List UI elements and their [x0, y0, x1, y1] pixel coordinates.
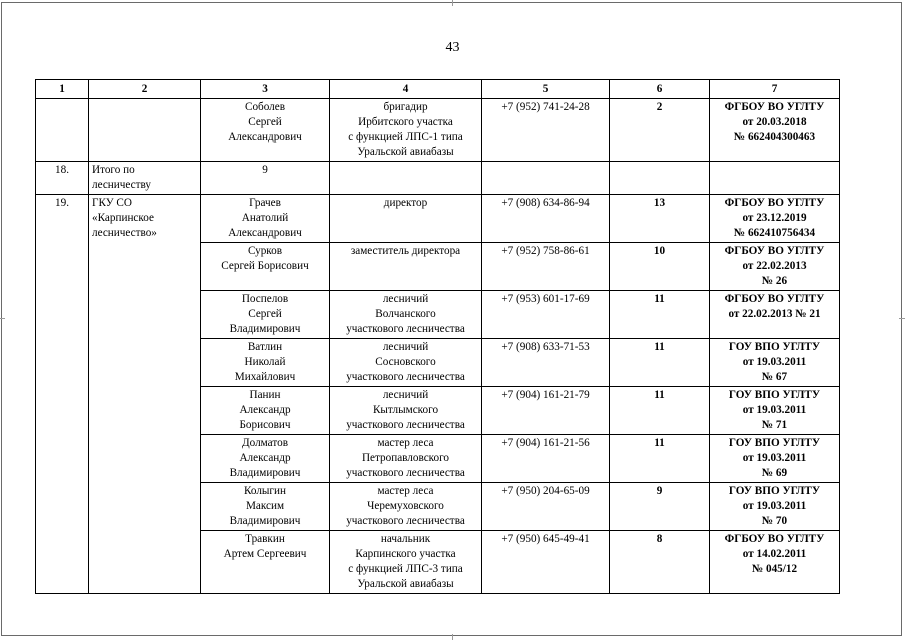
employee-name-cell-line: 9 [262, 164, 268, 176]
employee-name-cell-line: Александр [239, 404, 291, 416]
organization-cell-line: лесничеству [92, 179, 151, 191]
employee-name-cell-line: Колыгин [243, 485, 286, 497]
row-number-cell: 18. [36, 162, 89, 195]
position-cell-line: мастер леса [377, 485, 434, 497]
column-header: 2 [89, 80, 201, 99]
certificate-cell-line: от 19.03.2011 [742, 500, 807, 512]
position-cell-line: лесничий [382, 389, 429, 401]
phone-cell: +7 (950) 204-65-09 [482, 483, 610, 531]
employee-name-cell-line: Ватлин [247, 341, 283, 353]
training-count-cell: 9 [610, 483, 710, 531]
employee-name-cell-line: Поспелов [241, 293, 289, 305]
position-cell [330, 243, 482, 291]
personnel-table [35, 79, 840, 594]
employee-name-cell [201, 435, 330, 483]
employee-name-cell-line: Борисович [239, 419, 291, 431]
certificate-cell [710, 291, 840, 339]
position-cell-line: участкового лесничества [346, 515, 465, 527]
training-count-cell: 11 [610, 387, 710, 435]
certificate-cell [710, 99, 840, 162]
table-row [36, 162, 840, 195]
position-cell-line: участкового лесничества [346, 419, 465, 431]
position-cell-line: участкового лесничества [346, 323, 465, 335]
position-cell-line: с функцией ЛПС-1 типа [348, 131, 463, 143]
employee-name-cell-line: Сергей Борисович [221, 260, 309, 272]
certificate-cell-line: ФГБОУ ВО УГЛТУ [724, 293, 825, 305]
employee-name-cell-line: Долматов [242, 437, 288, 449]
employee-name-cell-line: Александр [239, 452, 291, 464]
certificate-cell-line: от 22.02.2013 № 21 [728, 308, 821, 320]
employee-name-cell [201, 99, 330, 162]
position-cell-line: Кытлымского [372, 404, 439, 416]
corner-tick [452, 634, 453, 640]
employee-name-cell [201, 195, 330, 243]
certificate-cell-line: от 22.02.2013 [742, 260, 807, 272]
certificate-cell-line: ФГБОУ ВО УГЛТУ [724, 101, 825, 113]
certificate-cell [710, 195, 840, 243]
employee-name-cell [201, 291, 330, 339]
certificate-cell [710, 531, 840, 594]
organization-cell [89, 99, 201, 162]
position-cell-line: Уральской авиабазы [357, 146, 454, 158]
position-cell-line: Сосновского [375, 356, 436, 368]
position-cell-line: лесничий [382, 341, 429, 353]
column-header: 7 [710, 80, 840, 99]
certificate-cell-line: ГОУ ВПО УГЛТУ [728, 437, 821, 449]
employee-name-cell-line: Грачев [249, 197, 281, 209]
employee-name-cell-line: Сергей [248, 308, 282, 320]
column-header: 1 [36, 80, 89, 99]
phone-cell: +7 (950) 645-49-41 [482, 531, 610, 594]
position-cell-line: мастер леса [377, 437, 434, 449]
training-count-cell: 10 [610, 243, 710, 291]
organization-cell-line: Итого по [92, 164, 135, 176]
employee-name-cell-line: Панин [249, 389, 281, 401]
training-count-cell: 2 [610, 99, 710, 162]
certificate-cell [710, 339, 840, 387]
phone-cell: +7 (908) 634-86-94 [482, 195, 610, 243]
position-cell [330, 291, 482, 339]
certificate-cell-line: № 26 [761, 275, 788, 287]
certificate-cell-line: № 662410756434 [733, 227, 816, 239]
corner-tick [899, 318, 905, 319]
employee-name-cell [201, 339, 330, 387]
position-cell-line: Карпинского участка [355, 548, 456, 560]
position-cell-line: директор [383, 197, 428, 209]
certificate-cell [710, 162, 840, 195]
table-body [36, 99, 840, 594]
organization-cell-line: лесничество» [92, 227, 157, 239]
phone-cell: +7 (953) 601-17-69 [482, 291, 610, 339]
page-number: 43 [445, 40, 460, 55]
training-count-cell: 8 [610, 531, 710, 594]
phone-cell: +7 (904) 161-21-56 [482, 435, 610, 483]
position-cell-line: бригадир [383, 101, 428, 113]
organization-cell-line: «Карпинское [92, 212, 154, 224]
position-cell-line: начальник [380, 533, 431, 545]
position-cell-line: Уральской авиабазы [357, 578, 454, 590]
position-cell-line: участкового лесничества [346, 371, 465, 383]
row-number-cell: 19. [36, 195, 89, 594]
phone-cell: +7 (952) 741-24-28 [482, 99, 610, 162]
position-cell [330, 483, 482, 531]
table-row [36, 99, 840, 162]
corner-tick [452, 0, 453, 6]
employee-name-cell [201, 387, 330, 435]
employee-name-cell [201, 531, 330, 594]
certificate-cell-line: № 662404300463 [733, 131, 816, 143]
certificate-cell [710, 387, 840, 435]
certificate-cell-line: от 14.02.2011 [742, 548, 807, 560]
position-cell-line: участкового лесничества [346, 467, 465, 479]
phone-cell: +7 (908) 633-71-53 [482, 339, 610, 387]
position-cell [330, 435, 482, 483]
position-cell [330, 339, 482, 387]
employee-name-cell [201, 243, 330, 291]
certificate-cell-line: ФГБОУ ВО УГЛТУ [724, 197, 825, 209]
row-number-cell [36, 99, 89, 162]
table-row [36, 195, 840, 243]
employee-name-cell-line: Владимирович [229, 515, 301, 527]
phone-cell: +7 (952) 758-86-61 [482, 243, 610, 291]
certificate-cell [710, 483, 840, 531]
certificate-cell-line: ФГБОУ ВО УГЛТУ [724, 533, 825, 545]
training-count-cell: 11 [610, 339, 710, 387]
employee-name-cell-line: Николай [244, 356, 286, 368]
position-cell [330, 99, 482, 162]
table-header-row [36, 80, 840, 99]
employee-name-cell-line: Анатолий [241, 212, 289, 224]
training-count-cell: 13 [610, 195, 710, 243]
position-cell-line: Волчанского [375, 308, 436, 320]
column-header: 6 [610, 80, 710, 99]
organization-cell [89, 195, 201, 594]
column-header: 5 [482, 80, 610, 99]
position-cell [330, 531, 482, 594]
position-cell-line: с функцией ЛПС-3 типа [348, 563, 463, 575]
employee-name-cell-line: Владимирович [229, 467, 301, 479]
certificate-cell-line: ГОУ ВПО УГЛТУ [728, 341, 821, 353]
column-header: 4 [330, 80, 482, 99]
employee-name-cell-line: Александрович [228, 227, 302, 239]
employee-name-cell-line: Михайлович [234, 371, 296, 383]
certificate-cell-line: от 19.03.2011 [742, 452, 807, 464]
certificate-cell [710, 243, 840, 291]
employee-name-cell-line: Максим [245, 500, 285, 512]
employee-name-cell-line: Травкин [245, 533, 285, 545]
certificate-cell-line: ГОУ ВПО УГЛТУ [728, 485, 821, 497]
certificate-cell-line: от 19.03.2011 [742, 404, 807, 416]
employee-name-cell [201, 162, 330, 195]
certificate-cell-line: от 23.12.2019 [742, 212, 807, 224]
certificate-cell-line: от 20.03.2018 [742, 116, 807, 128]
employee-name-cell-line: Соболев [244, 101, 286, 113]
organization-cell [89, 162, 201, 195]
certificate-cell-line: № 045/12 [751, 563, 798, 575]
phone-cell [482, 162, 610, 195]
employee-name-cell-line: Сергей [248, 116, 282, 128]
certificate-cell-line: № 69 [761, 467, 788, 479]
position-cell-line: заместитель директора [350, 245, 461, 257]
training-count-cell [610, 162, 710, 195]
certificate-cell-line: ГОУ ВПО УГЛТУ [728, 389, 821, 401]
certificate-cell-line: ФГБОУ ВО УГЛТУ [724, 245, 825, 257]
position-cell [330, 162, 482, 195]
phone-cell: +7 (904) 161-21-79 [482, 387, 610, 435]
position-cell-line: Петропавловского [361, 452, 450, 464]
organization-cell-line: ГКУ СО [92, 197, 132, 209]
position-cell-line: лесничий [382, 293, 429, 305]
employee-name-cell-line: Артем Сергеевич [223, 548, 307, 560]
column-header: 3 [201, 80, 330, 99]
position-cell [330, 195, 482, 243]
employee-name-cell-line: Владимирович [229, 323, 301, 335]
position-cell-line: Ирбитского участка [358, 116, 453, 128]
certificate-cell-line: № 67 [761, 371, 788, 383]
position-cell-line: Черемуховского [367, 500, 444, 512]
certificate-cell-line: № 71 [761, 419, 788, 431]
employee-name-cell-line: Сурков [247, 245, 283, 257]
training-count-cell: 11 [610, 435, 710, 483]
certificate-cell-line: № 70 [761, 515, 788, 527]
certificate-cell-line: от 19.03.2011 [742, 356, 807, 368]
position-cell [330, 387, 482, 435]
training-count-cell: 11 [610, 291, 710, 339]
corner-tick [0, 318, 5, 319]
certificate-cell [710, 435, 840, 483]
employee-name-cell-line: Александрович [228, 131, 302, 143]
employee-name-cell [201, 483, 330, 531]
